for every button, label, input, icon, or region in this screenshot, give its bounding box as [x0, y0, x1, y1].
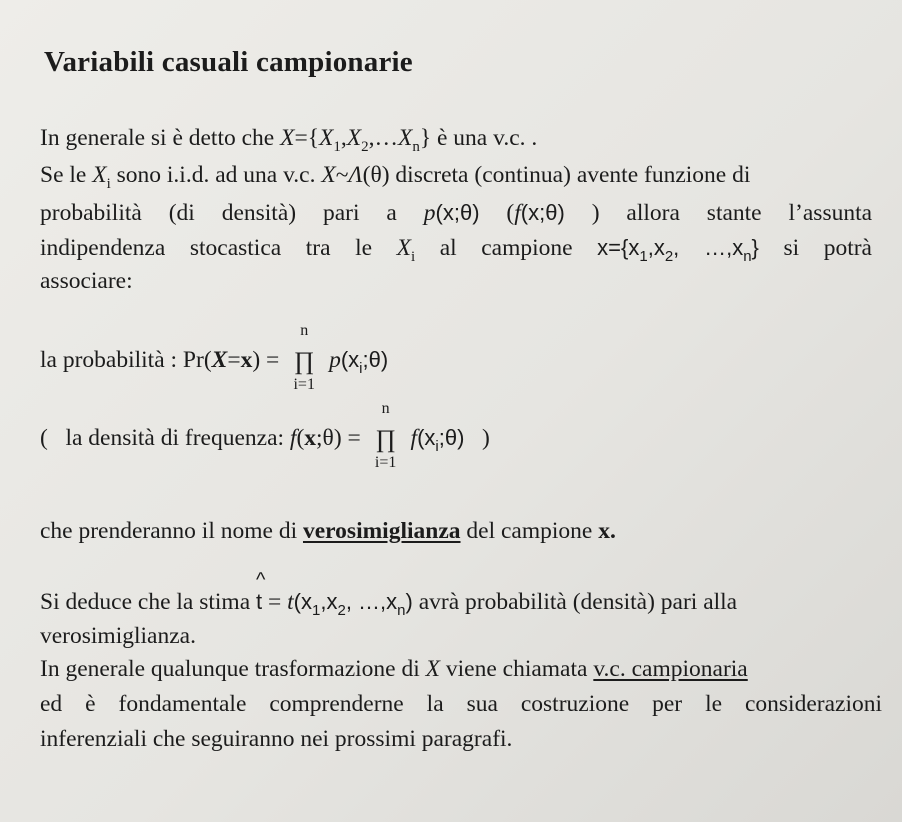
product-operator-2: n ∏ i=1 [374, 399, 397, 471]
paragraph-likelihood: che prenderanno il nome di verosimiglianza del campione x. [40, 518, 616, 544]
formula-density-label: la densità di frequenza: [65, 425, 285, 451]
formula-sample-vector: $X=\{X_1,X_2,\dots X_n\}$ [280, 125, 432, 155]
formula-sample-x: $x=\{x_1,x_2$, $\dots,x_n$} [597, 235, 759, 265]
formula-distribution: X~Λ(θ) [321, 162, 390, 188]
formula-probability: la probabilità : Pr(X=x) = n ∏ i=1 $p(x_i;\theta)$ [40, 321, 389, 393]
paragraph-estimate-line-2: verosimiglianza. [40, 623, 196, 649]
paragraph-estimate-line-5: inferenziali che seguiranno nei prossimi paragrafi. [40, 726, 513, 752]
formula-estimator: t ^ = $t(x_1,x_2$, $\dots,x_n$) [256, 569, 413, 619]
paragraph-estimate-line-4: ed è fondamentale comprenderne la sua costruzione per le considerazioni [40, 691, 882, 717]
paragraph-estimate-line-1: Si deduce che la stima t ^ = $t(x_1,x_2$, $\dots,x_n$) avrà probabilità (densità) pari alla [40, 569, 738, 619]
keyword-verosimiglianza: verosimiglianza [302, 518, 461, 544]
formula-probability-label: la probabilità : [40, 347, 178, 373]
formula-density: ( la densità di frequenza: f(x;θ) = n ∏ i=1 $f(x_i;\theta)$ ) [40, 399, 490, 471]
term-vc-campionaria: v.c. campionaria [593, 656, 748, 682]
formula-xi: $X_i$ [92, 162, 111, 192]
product-operator: n ∏ i=1 [293, 321, 315, 393]
paragraph-line-4: indipendenza stocastica tra le $X_i$ al campione $x=\{x_1,x_2$, $\dots,x_n$} si potrà [40, 235, 872, 265]
formula-xi-2: $X_i$ [396, 235, 416, 265]
paragraph-line-3: probabilità (di densità) pari a p(x;θ) (f(x;θ) ) allora stante l’assunta [40, 200, 873, 226]
paragraph-line-2: Se le $X_i$ sono i.i.d. ad una v.c. X~Λ(θ) discreta (continua) avente funzione di [40, 162, 751, 192]
paragraph-line-1: In generale si è detto che $X=\{X_1,X_2,\dots X_n\}$ è una v.c. . [40, 125, 538, 155]
page-title: Variabili casuali campionarie [44, 46, 413, 78]
formula-pmf: p(x;θ) (f(x;θ) [423, 200, 565, 226]
paragraph-line-5: associare: [40, 268, 133, 294]
paragraph-estimate-line-3: In generale qualunque trasformazione di X viene chiamata v.c. campionaria [40, 656, 748, 682]
